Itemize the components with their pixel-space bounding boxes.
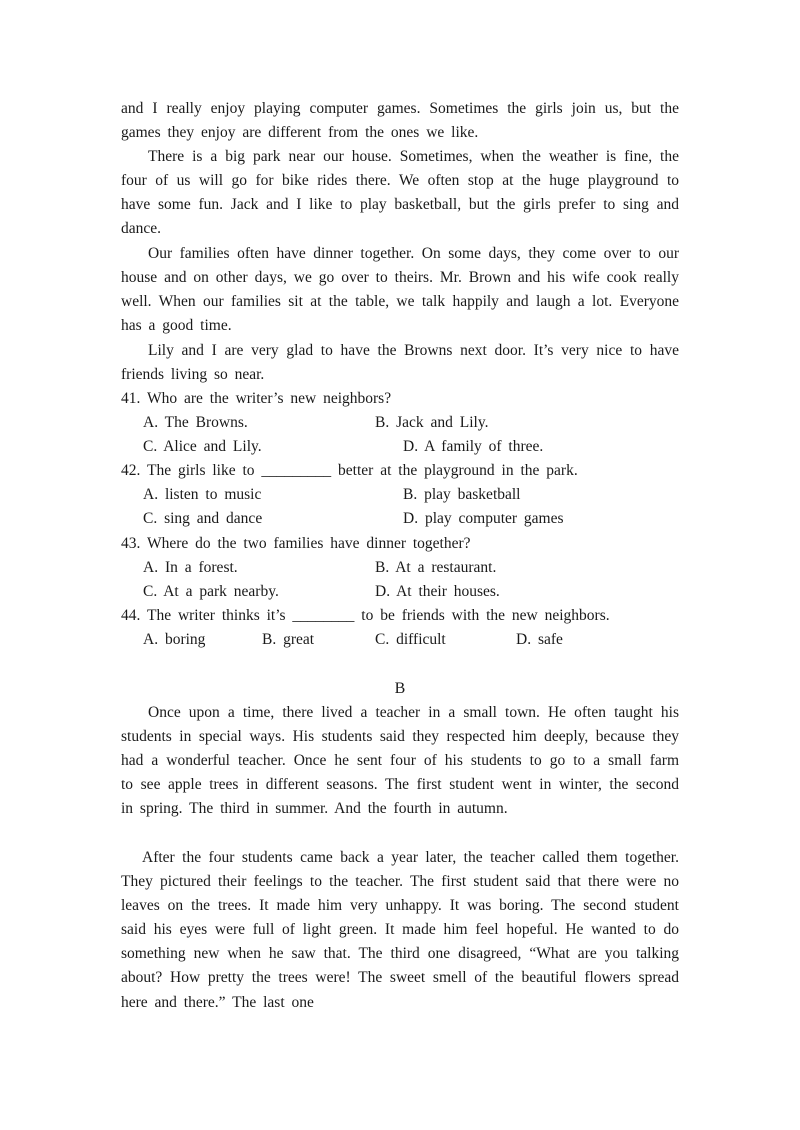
option-42-a: A. listen to music [143, 486, 262, 503]
paragraph-a-1: and I really enjoy playing computer games. Sometimes the girls join us, but the games they enjoy are different from the ones we like. [121, 100, 679, 142]
question-42: 42. The girls like to _________ better at the playground in the park. [121, 462, 578, 479]
paragraph-a-2: There is a big park near our house. Sometimes, when the weather is fine, the four of us will go for bike rides there. We often stop at the huge playground to have some fun. Jack and I like to play basketball, but the girls prefer to sing and dance. [121, 148, 679, 238]
option-44-d: D. safe [516, 631, 563, 648]
question-41: 41. Who are the writer’s new neighbors? [121, 390, 392, 407]
option-43-d: D. At their houses. [375, 583, 500, 600]
option-43-c: C. At a park nearby. [143, 583, 279, 600]
paragraph-b-1: Once upon a time, there lived a teacher in a small town. He often taught his students in special ways. His students said they respected him deeply, because they had a wonderful teacher. Once he sent four of his students to go to a small farm to see apple trees in different seasons. The first student went in winter, the second in spring. The third in summer. And the fourth in autumn. [121, 704, 679, 818]
option-42-c: C. sing and dance [143, 510, 263, 527]
paragraph-a-3: Our families often have dinner together. On some days, they come over to our house and on other days, we go over to theirs. Mr. Brown and his wife cook really well. When our families sit at the table, we talk happily and laugh a lot. Everyone has a good time. [121, 245, 679, 335]
option-41-b: B. Jack and Lily. [375, 414, 489, 431]
option-41-a: A. The Browns. [143, 414, 248, 431]
option-41-c: C. Alice and Lily. [143, 438, 262, 455]
option-44-a: A. boring [143, 631, 206, 648]
option-43-a: A. In a forest. [143, 559, 238, 576]
option-42-d: D. play computer games [403, 510, 564, 527]
option-43-b: B. At a restaurant. [375, 559, 497, 576]
option-42-b: B. play basketball [403, 486, 521, 503]
paragraph-a-4: Lily and I are very glad to have the Browns next door. It’s very nice to have friends living so near. [121, 342, 679, 384]
option-44-c: C. difficult [375, 631, 446, 648]
paragraph-b-2: After the four students came back a year later, the teacher called them together. They pictured their feelings to the teacher. The first student said that there were no leaves on the trees. It made him very unhappy. It was boring. The second student said his eyes were full of light green. It made him feel hopeful. He wanted to do something new when he saw that. The third one disagreed, “What are you talking about? How pretty the trees were! The sweet smell of the beautiful flowers spread here and there.” The last one [121, 849, 679, 1011]
question-43: 43. Where do the two families have dinner together? [121, 535, 471, 552]
question-44: 44. The writer thinks it’s ________ to be friends with the new neighbors. [121, 607, 610, 624]
option-41-d: D. A family of three. [403, 438, 544, 455]
option-44-b: B. great [262, 631, 315, 648]
section-heading-b: B [394, 680, 406, 697]
